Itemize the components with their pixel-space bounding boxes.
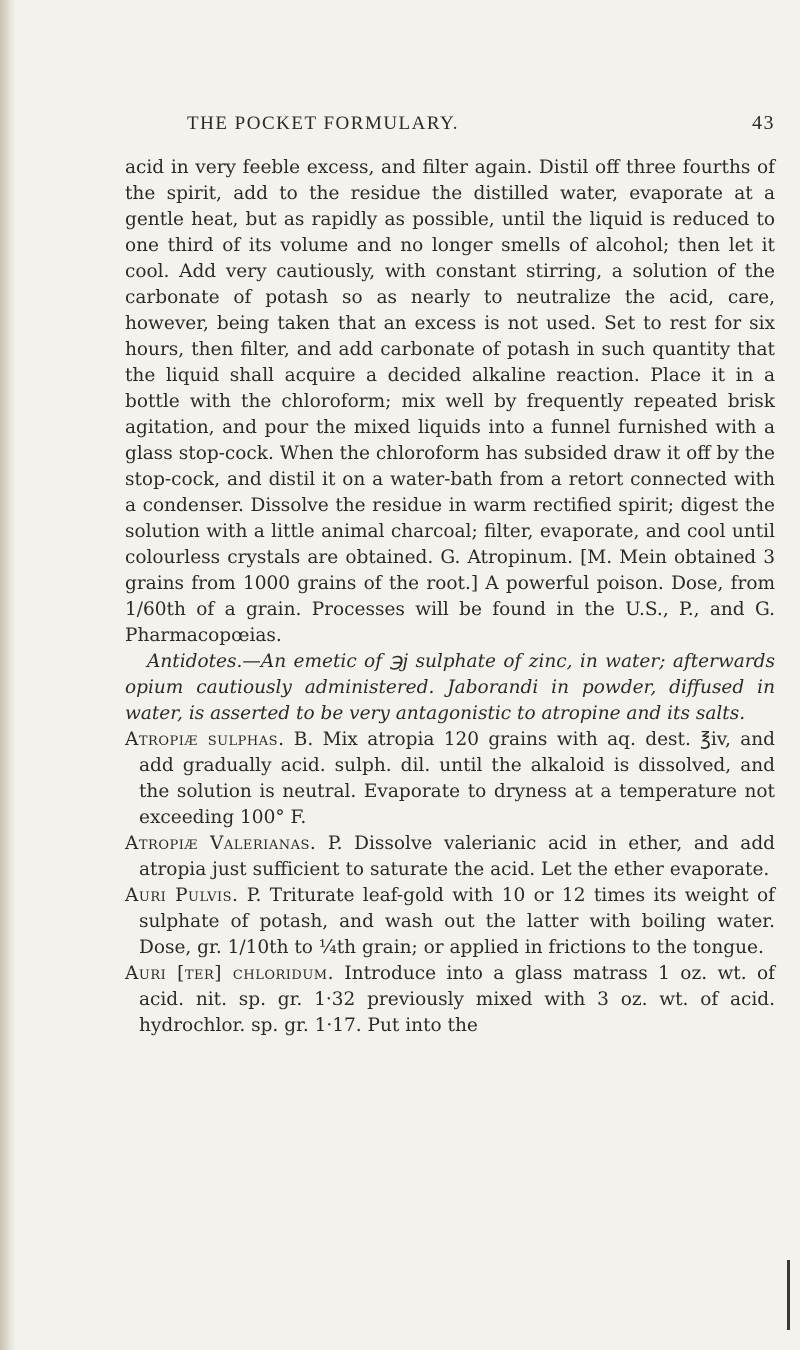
page-number: 43 — [752, 112, 775, 134]
entry-text: P. Dissolve valerianic acid in ether, and add atropia just sufficient to saturate the acid. Let the ether evaporate. — [139, 833, 776, 880]
entry-text: Introduce into a glass matrass 1 oz. wt. of acid. nit. sp. gr. 1·32 previously mixed with 3 oz. wt. of acid. hydrochlor. sp. gr. 1·17. Put into the — [139, 963, 776, 1036]
margin-rule — [787, 1260, 790, 1330]
antidotes-paragraph: Antidotes.—An emetic of ℈j sulphate of zinc, in water; afterwards opium cautiously administered. Jaborandi in powder, diffused in water, is asserted to be very antagonistic to atropine and its salts. — [125, 651, 775, 724]
entry-title: Auri Pulvis. — [125, 885, 239, 906]
page-gutter-shadow — [0, 0, 16, 1350]
running-title: THE POCKET FORMULARY. — [187, 113, 460, 134]
entry-title: Atropiæ Valerianas. — [125, 833, 317, 854]
entry-title: Atropiæ sulphas. — [125, 729, 285, 750]
formulary-entry — [125, 961, 775, 1039]
formulary-entry-list — [125, 727, 775, 1039]
book-page — [125, 110, 775, 1039]
continuation-paragraph: acid in very feeble excess, and filter again. Distil off three fourths of the spirit, add to the residue the distilled water, evaporate at a gentle heat, but as rapidly as possible, until the liquid is reduced to one third of its volume and no longer smells of alcohol; then let it cool. Add very cautiously, with constant stirring, a solution of the carbonate of potash so as nearly to neutralize the acid, care, however, being taken that an excess is not used. Set to rest for six hours, then filter, and add carbonate of potash in such quantity that the liquid shall acquire a decided alkaline reaction. Place it in a bottle with the chloroform; mix well by frequently repeated brisk agitation, and pour the mixed liquids into a funnel furnished with a glass stop-cock. When the chloroform has subsided draw it off by the stop-cock, and distil it on a water-bath from a retort connected with a condenser. Dissolve the residue in warm rectified spirit; digest the solution with a little animal charcoal; filter, evaporate, and cool until colourless crystals are obtained. G. Atropinum. [M. Mein obtained 3 grains from 1000 grains of the root.] A powerful poison. Dose, from 1/60th of a grain. Processes will be found in the U.S., P., and G. Pharmacopœias. — [125, 157, 775, 646]
entry-text: B. Mix atropia 120 grains with aq. dest. ℥iv, and add gradually acid. sulph. dil. until the alkaloid is dissolved, and the solution is neutral. Evaporate to dryness at a temperature not exceeding 100° F. — [139, 729, 775, 828]
formulary-entry — [125, 883, 775, 961]
entry-title: Auri [ter] chloridum. — [125, 963, 334, 984]
running-header — [125, 110, 775, 137]
formulary-entry — [125, 831, 775, 883]
formulary-entry — [125, 727, 775, 831]
entry-text: P. Triturate leaf-gold with 10 or 12 times its weight of sulphate of potash, and wash out the latter with boiling water. Dose, gr. 1/10th to ¼th grain; or applied in frictions to the tongue. — [139, 885, 775, 958]
